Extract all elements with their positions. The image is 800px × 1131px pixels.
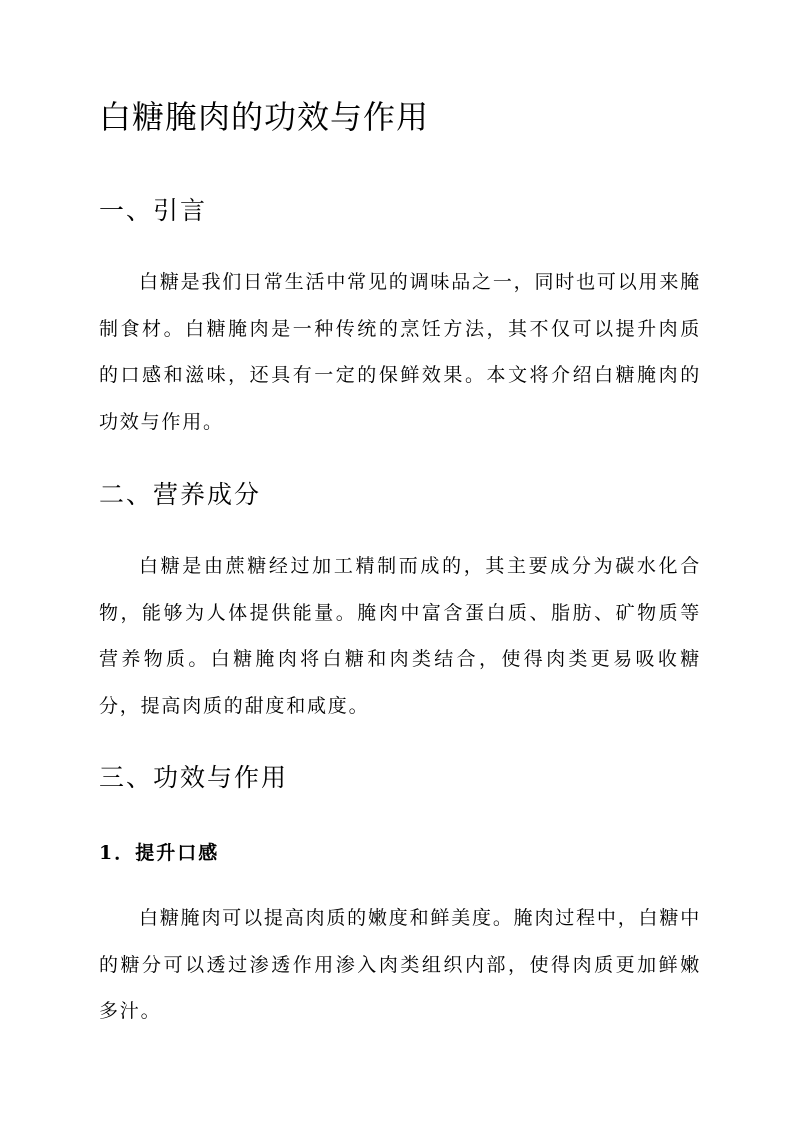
paragraph-taste: 白糖腌肉可以提高肉质的嫩度和鲜美度。腌肉过程中，白糖中的糖分可以透过渗透作用渗入肉类组织内部，使得肉质更加鲜嫩多汁。 xyxy=(99,907,701,1022)
section-heading-introduction: 一、引言 xyxy=(99,196,208,225)
section-heading-effects: 三、功效与作用 xyxy=(99,763,289,792)
paragraph-nutrition: 白糖是由蔗糖经过加工精制而成的，其主要成分为碳水化合物，能够为人体提供能量。腌肉中富含蛋白质、脂肪、矿物质等营养物质。白糖腌肉将白糖和肉类结合，使得肉类更易吸收糖分，提高肉质的甜度和咸度。 xyxy=(99,555,701,717)
section-heading-nutrition: 二、营养成分 xyxy=(99,480,262,509)
document-title: 白糖腌肉的功效与作用 xyxy=(99,98,430,136)
subsection-heading-taste: 1．提升口感 xyxy=(99,842,220,864)
paragraph-introduction: 白糖是我们日常生活中常见的调味品之一，同时也可以用来腌制食材。白糖腌肉是一种传统的烹饪方法，其不仅可以提升肉质的口感和滋味，还具有一定的保鲜效果。本文将介绍白糖腌肉的功效与作用。 xyxy=(99,271,701,433)
